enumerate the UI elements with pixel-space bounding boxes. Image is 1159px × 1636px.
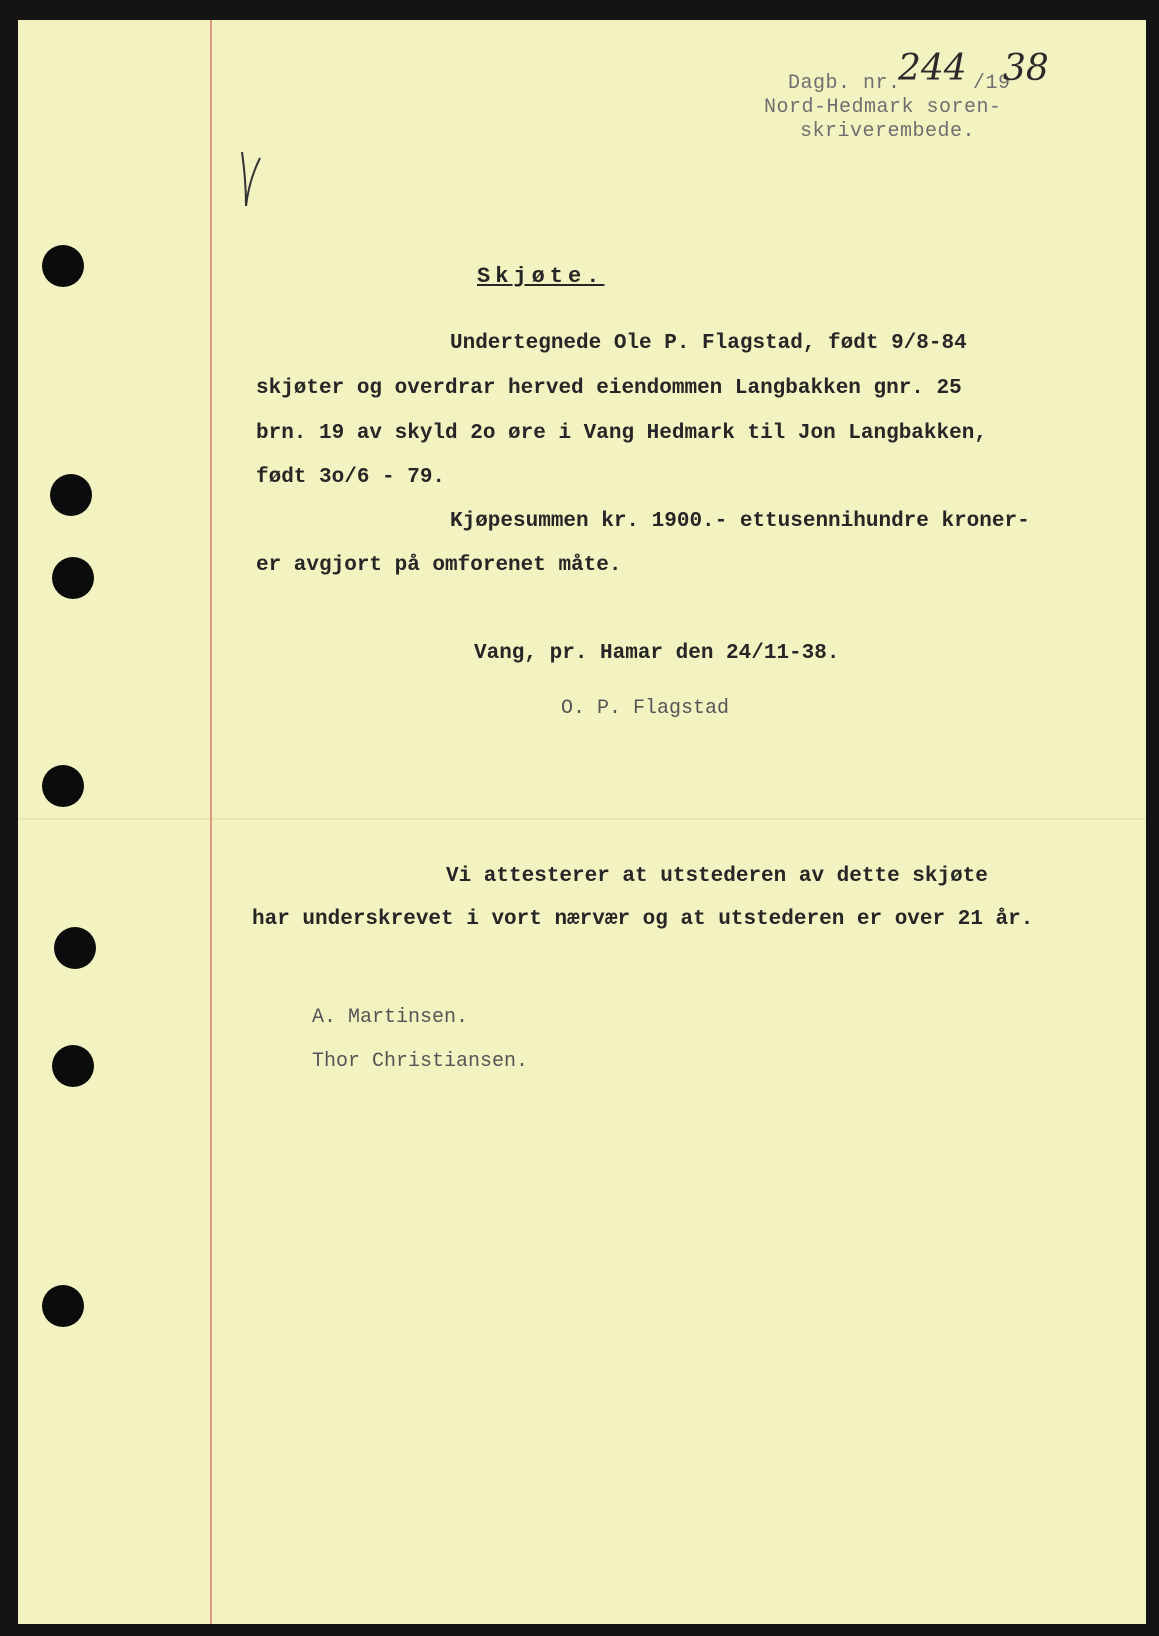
fold-crease — [18, 818, 1146, 820]
signature: O. P. Flagstad — [561, 697, 730, 720]
text-line: brn. 19 av skyld 2o øre i Vang Hedmark til Jon Langbakken, — [256, 422, 987, 445]
stamp-line1-suffix: /19 — [973, 72, 1011, 95]
stamp-line1-prefix: Dagb. nr. — [788, 72, 901, 95]
check-mark-icon — [238, 150, 268, 210]
text-line: skjøter og overdrar herved eiendommen Langbakken gnr. 25 — [256, 377, 962, 400]
punch-hole — [50, 474, 92, 516]
punch-hole — [42, 245, 84, 287]
witness-name: Thor Christiansen. — [312, 1050, 529, 1073]
text-line: Undertegnede Ole P. Flagstad, født 9/8-84 — [450, 332, 967, 355]
punch-hole — [52, 1045, 94, 1087]
punch-hole — [42, 765, 84, 807]
punch-hole — [54, 927, 96, 969]
witness-name: A. Martinsen. — [312, 1006, 469, 1029]
document-page — [18, 20, 1146, 1624]
text-line: født 3o/6 - 79. — [256, 466, 446, 489]
text-line: er avgjort på omforenet måte. — [256, 554, 622, 577]
handwritten-number: 244 — [898, 48, 967, 89]
text-line: Vi attesterer at utstederen av dette skjøte — [446, 865, 988, 888]
punch-hole — [42, 1285, 84, 1327]
document-title: Skjøte. — [477, 264, 605, 289]
text-line: har underskrevet i vort nærvær og at utstederen er over 21 år. — [252, 908, 1034, 931]
place-date: Vang, pr. Hamar den 24/11-38. — [474, 642, 840, 665]
stamp-line2: Nord-Hedmark soren- — [764, 96, 1002, 119]
stamp-line3: skriverembede. — [800, 120, 976, 143]
text-line: Kjøpesummen kr. 1900.- ettusennihundre kroner- — [450, 510, 1030, 533]
handwritten-year: 38 — [1003, 48, 1049, 89]
punch-hole — [52, 557, 94, 599]
margin-line — [210, 20, 212, 1624]
